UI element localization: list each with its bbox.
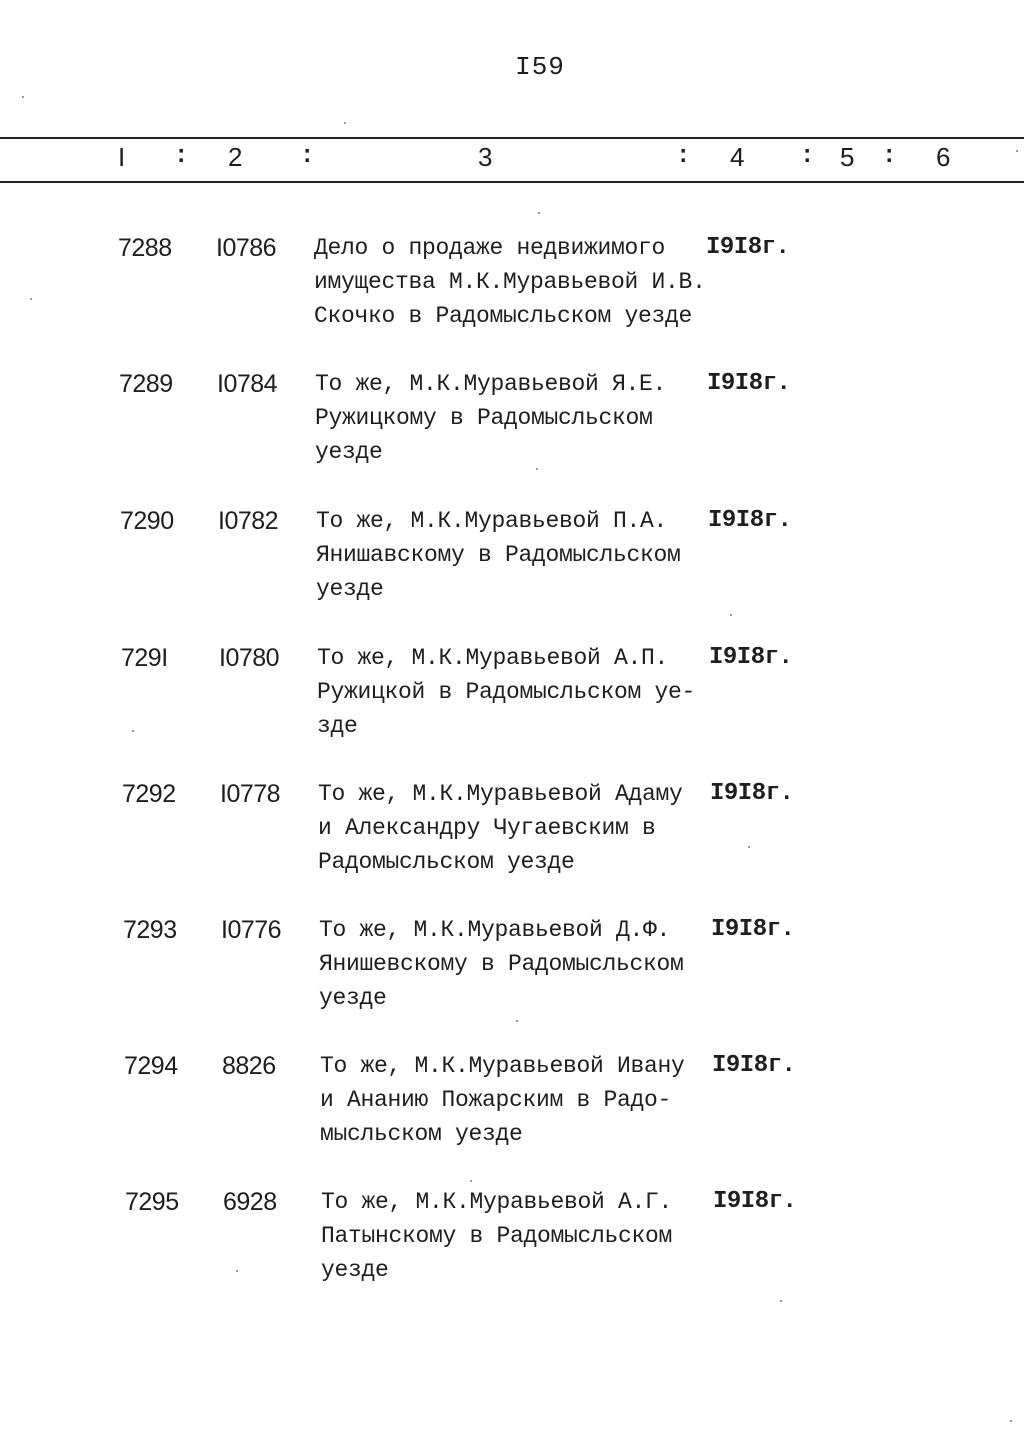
scan-speck: [730, 614, 732, 616]
record-old-number: 6928: [223, 1188, 277, 1216]
header-col-5: 5: [840, 142, 855, 172]
header-col-2: 2: [228, 142, 243, 172]
record-number: 7292: [122, 780, 176, 808]
record-old-number: I0786: [216, 234, 277, 262]
record-description: То же, М.К.Муравьевой Адаму и Александру Чугаевским в Радомысльском уезде: [318, 781, 683, 875]
header-separator: :: [676, 143, 691, 170]
record-number: 729I: [121, 644, 168, 672]
header-separator: :: [174, 143, 189, 170]
record-year: I9I8г.: [711, 916, 795, 943]
record-number: 7289: [119, 370, 173, 398]
record-old-number: I0782: [218, 507, 279, 535]
scan-speck: [344, 122, 346, 124]
scan-speck: [1010, 1420, 1012, 1422]
record-old-number: 8826: [222, 1052, 276, 1080]
scan-speck: [132, 730, 134, 732]
record-old-number: I0784: [217, 370, 278, 398]
scan-speck: [470, 1180, 472, 1182]
record-year: I9I8г.: [712, 1052, 796, 1079]
record-description: То же, М.К.Муравьевой А.П. Ружицкой в Радомысльском уе- зде: [317, 645, 696, 739]
header-separator: :: [300, 143, 315, 170]
record-number: 7288: [118, 234, 172, 262]
record-description: То же, М.К.Муравьевой Д.Ф. Янишевскому в Радомысльском уезде: [319, 917, 684, 1011]
header-separator: :: [800, 143, 815, 170]
scan-speck: [22, 96, 24, 98]
scan-speck: [748, 846, 750, 848]
record-year: I9I8г.: [708, 507, 792, 534]
record-description: То же, М.К.Муравьевой А.Г. Патынскому в Радомысльском уезде: [321, 1189, 673, 1283]
record-description: То же, М.К.Муравьевой П.А. Янишавскому в Радомысльском уезде: [316, 508, 681, 602]
header-col-4: 4: [730, 142, 745, 172]
record-year: I9I8г.: [709, 644, 793, 671]
record-year: I9I8г.: [713, 1188, 797, 1215]
record-number: 7290: [120, 507, 174, 535]
record-year: I9I8г.: [707, 370, 791, 397]
record-year: I9I8г.: [710, 780, 794, 807]
page-number: I59: [515, 52, 565, 82]
scan-speck: [236, 1270, 238, 1272]
scan-speck: [1016, 150, 1018, 152]
record-description: То же, М.К.Муравьевой Ивану и Ананию Пожарским в Радо- мысльском уезде: [320, 1053, 685, 1147]
record-number: 7293: [123, 916, 177, 944]
header-col-6: 6: [936, 142, 951, 172]
record-old-number: I0776: [221, 916, 282, 944]
scan-speck: [538, 212, 540, 214]
scan-speck: [780, 1300, 782, 1302]
record-number: 7294: [124, 1052, 178, 1080]
record-old-number: I0780: [219, 644, 280, 672]
header-separator: :: [882, 143, 897, 170]
record-old-number: I0778: [220, 780, 281, 808]
record-description: Дело о продаже недвижимого имущества М.К.Муравьевой И.В. Скочко в Радомысльском уезде: [314, 235, 706, 329]
record-description: То же, М.К.Муравьевой Я.Е. Ружицкому в Радомысльском уезде: [315, 371, 667, 465]
header-col-3: 3: [478, 142, 493, 172]
record-year: I9I8г.: [706, 234, 790, 261]
scan-speck: [516, 1020, 518, 1022]
record-number: 7295: [125, 1188, 179, 1216]
scan-speck: [536, 468, 538, 470]
scan-speck: [30, 298, 32, 300]
header-col-1: I: [118, 142, 126, 172]
